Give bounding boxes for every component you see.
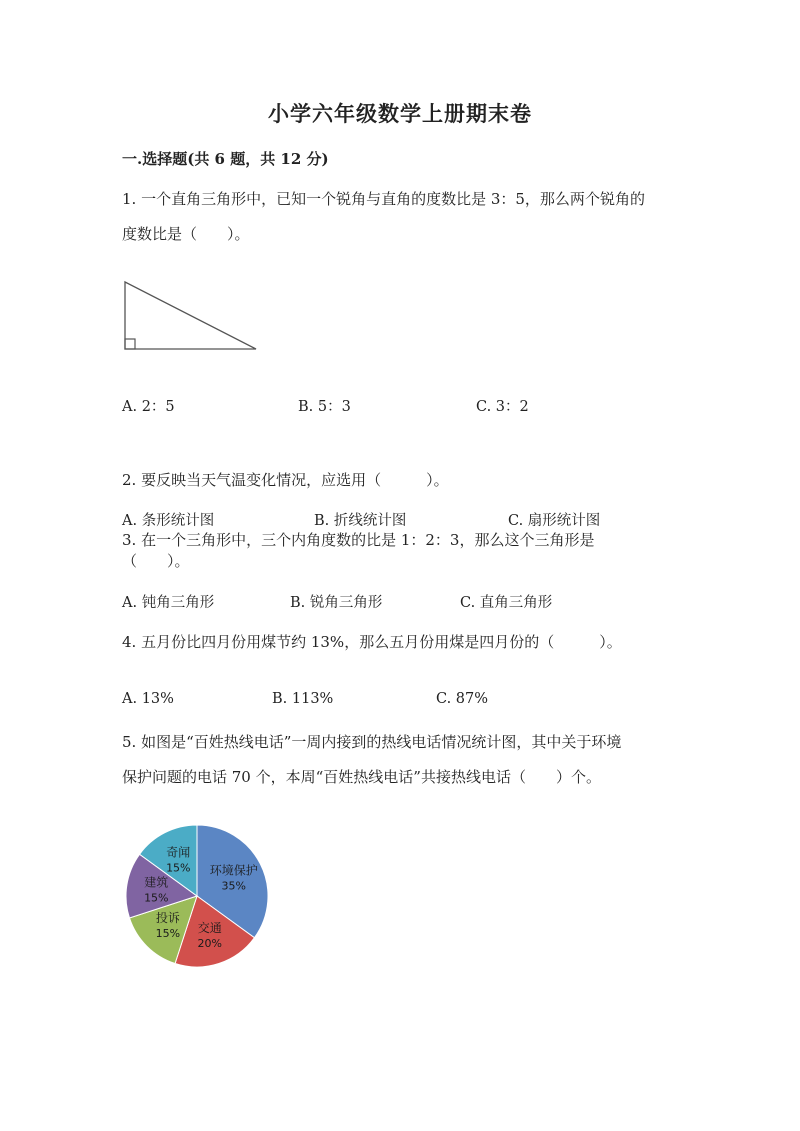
pie-value-label-4: 15%: [166, 861, 191, 875]
question-5-line-1: 5. 如图是“百姓热线电话”一周内接到的热线电话情况统计图，其中关于环境: [122, 733, 622, 751]
question-4-option-a[interactable]: A. 13%: [122, 691, 174, 707]
question-1-option-c[interactable]: C. 3：2: [476, 399, 529, 415]
question-2-line-1: 2. 要反映当天气温变化情况，应选用（ ）。: [122, 471, 449, 489]
question-4-option-c[interactable]: C. 87%: [436, 691, 489, 707]
pie-value-label-2: 15%: [155, 927, 181, 941]
question-3-option-c[interactable]: C. 直角三角形: [460, 595, 553, 611]
question-2-option-c[interactable]: C. 扇形统计图: [508, 513, 601, 529]
question-1-line-2: 度数比是（ ）。: [122, 225, 250, 243]
right-angle-mark: [125, 339, 135, 349]
question-4-line-1: 4. 五月份比四月份用煤节约 13%，那么五月份用煤是四月份的（ ）。: [122, 633, 622, 651]
right-triangle-figure: [118, 278, 263, 354]
question-5-line-2: 保护问题的电话 70 个，本周“百姓热线电话”共接热线电话（ ）个。: [122, 768, 601, 786]
pie-label-3: 建筑: [144, 875, 169, 890]
pie-label-1: 交通: [197, 921, 222, 936]
question-3-line-1: 3. 在一个三角形中，三个内角度数的比是 1：2：3，那么这个三角形是: [122, 531, 595, 549]
question-1-option-a[interactable]: A. 2：5: [122, 399, 175, 415]
pie-value-label-1: 20%: [197, 937, 222, 951]
pie-value-label-3: 15%: [144, 891, 169, 905]
page-title: 小学六年级数学上册期末卷: [268, 101, 532, 126]
question-2-option-a[interactable]: A. 条形统计图: [122, 513, 215, 529]
pie-label-0: 环境保护: [209, 863, 258, 878]
question-2-option-b[interactable]: B. 折线统计图: [314, 513, 407, 529]
section-heading: 一.选择题(共 6 题，共 12 分): [122, 150, 329, 168]
question-4-option-b[interactable]: B. 113%: [272, 691, 334, 707]
pie-value-label-0: 35%: [221, 879, 246, 893]
hotline-pie-chart: [118, 818, 278, 974]
question-3-line-2: （ ）。: [122, 552, 190, 570]
question-1-option-b[interactable]: B. 5：3: [298, 399, 351, 415]
pie-label-2: 投诉: [155, 911, 180, 926]
question-3-option-a[interactable]: A. 钝角三角形: [122, 595, 215, 611]
triangle-shape: [125, 282, 256, 349]
pie-label-4: 奇闻: [166, 845, 191, 860]
question-1-line-1: 1. 一个直角三角形中，已知一个锐角与直角的度数比是 3：5，那么两个锐角的: [122, 190, 645, 208]
question-3-option-b[interactable]: B. 锐角三角形: [290, 595, 383, 611]
